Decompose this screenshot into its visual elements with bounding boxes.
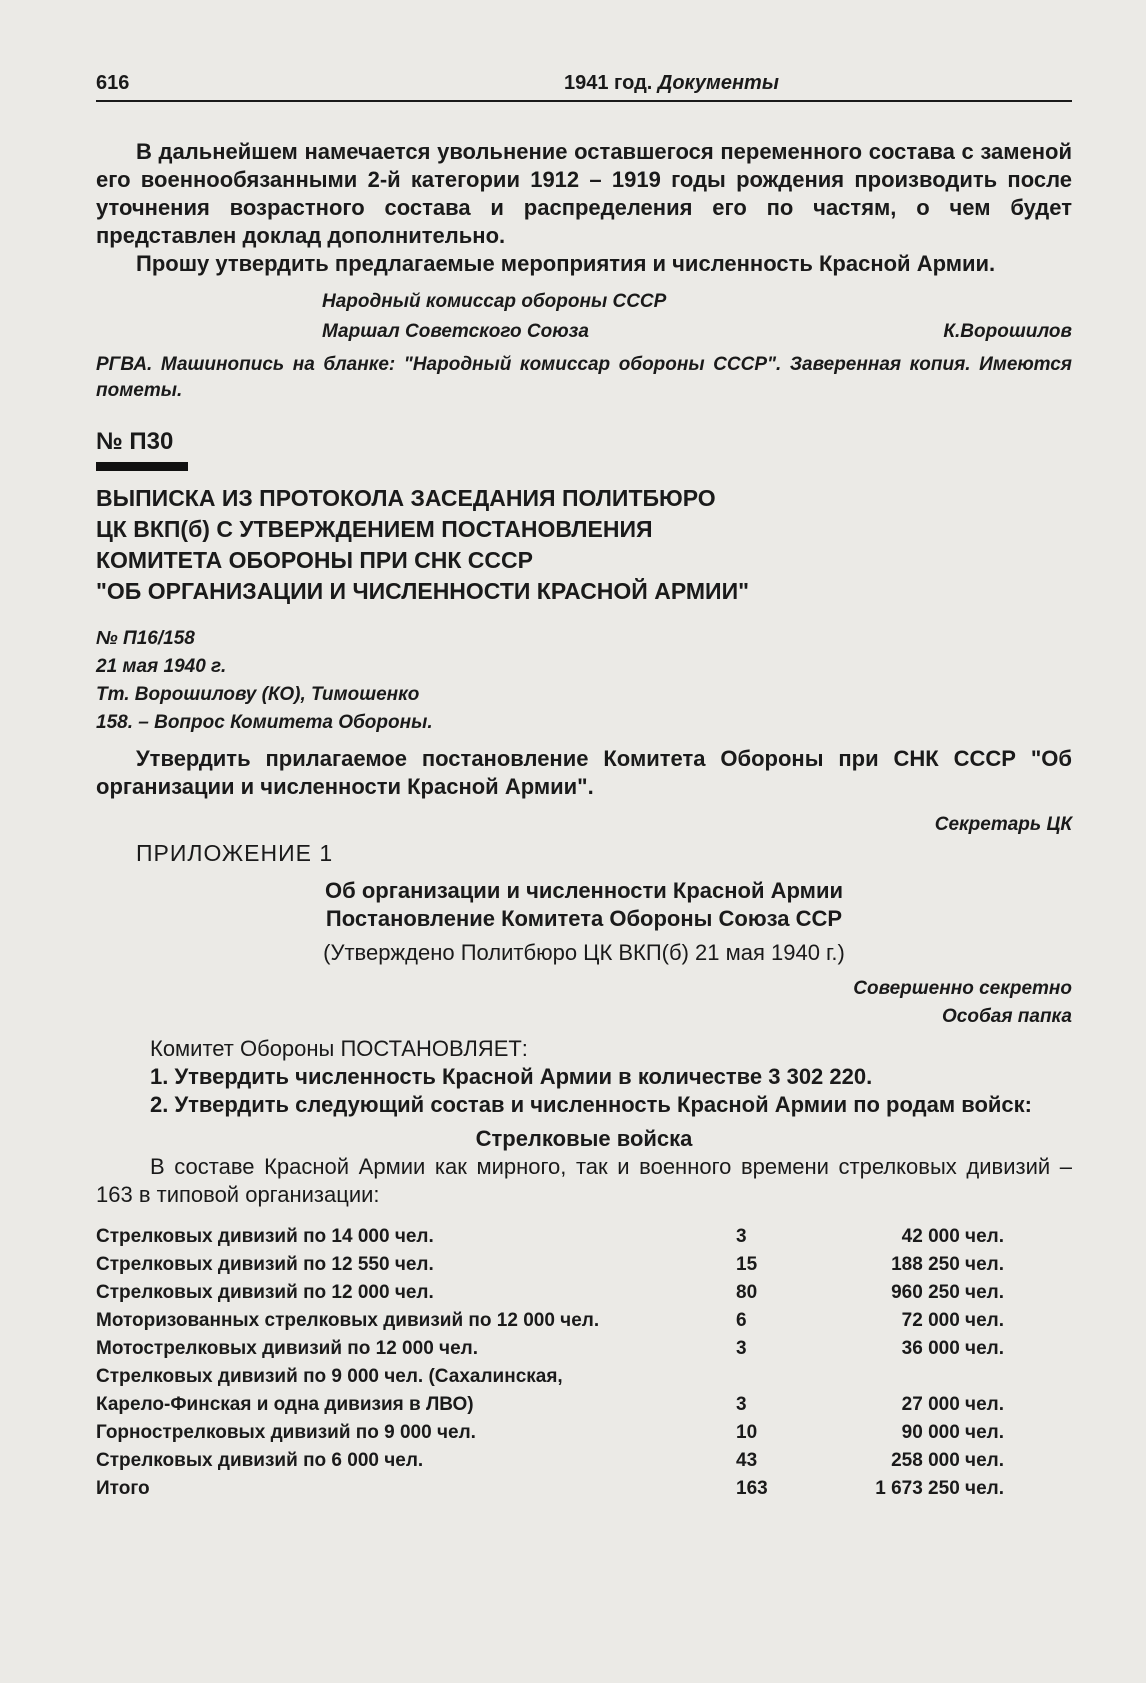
row-total: 36 000 чел. xyxy=(901,1338,1004,1359)
table-row xyxy=(96,1447,1004,1475)
document-title-line-2: ЦК ВКП(б) С УТВЕРЖДЕНИЕМ ПОСТАНОВЛЕНИЯ xyxy=(96,516,653,542)
signature-block xyxy=(96,288,1072,348)
row-label: Стрелковых дивизий по 14 000 чел. xyxy=(96,1226,434,1247)
row-label: Стрелковых дивизий по 12 000 чел. xyxy=(96,1282,434,1303)
signature-line-1: Народный комиссар обороны СССР xyxy=(322,291,667,312)
table-row xyxy=(96,1279,1004,1307)
row-count xyxy=(716,1363,832,1391)
appendix-heading-1: Об организации и численности Красной Армии xyxy=(325,878,843,903)
table-row xyxy=(96,1307,1004,1335)
row-total: 42 000 чел. xyxy=(901,1226,1004,1247)
row-label: Мотострелковых дивизий по 12 000 чел. xyxy=(96,1338,478,1359)
book-year: 1941 год. xyxy=(564,72,653,94)
row-count: 43 xyxy=(736,1450,758,1471)
row-total: 90 000 чел. xyxy=(901,1422,1004,1443)
approval-note: (Утверждено Политбюро ЦК ВКП(б) 21 мая 1940 г.) xyxy=(323,940,845,965)
section-title: Стрелковые войска xyxy=(475,1126,693,1151)
book-title xyxy=(564,72,779,95)
row-label: Моторизованных стрелковых дивизий по 12 000 чел. xyxy=(96,1310,600,1331)
decision-text: Утвердить прилагаемое постановление Комитета Обороны при СНК СССР "Об организации и численности Красной Армии". xyxy=(96,746,1072,799)
table-row xyxy=(96,1251,1004,1279)
document-title-line-3: КОМИТЕТА ОБОРОНЫ ПРИ СНК СССР xyxy=(96,547,533,573)
folder-stamp: Особая папка xyxy=(942,1006,1072,1027)
protocol-addressees: Тт. Ворошилову (КО), Тимошенко xyxy=(96,684,420,705)
signature-line-2: Маршал Советского Союза xyxy=(322,321,589,342)
table-row xyxy=(96,1223,1004,1251)
document-title-line-4: "ОБ ОРГАНИЗАЦИИ И ЧИСЛЕННОСТИ КРАСНОЙ АРМИИ" xyxy=(96,578,750,604)
signature-name: К.Ворошилов xyxy=(943,321,1072,342)
row-count: 80 xyxy=(736,1282,758,1303)
table-row xyxy=(96,1363,1004,1391)
row-count: 6 xyxy=(736,1310,747,1331)
row-total: 960 250 чел. xyxy=(891,1282,1004,1303)
row-count: 3 xyxy=(736,1226,747,1247)
classification-stamp: Совершенно секретно xyxy=(853,978,1072,999)
row-label: Карело-Финская и одна дивизия в ЛВО) xyxy=(96,1394,474,1415)
point-1: 1. Утвердить численность Красной Армии в количестве 3 302 220. xyxy=(150,1064,873,1089)
protocol-date: 21 мая 1940 г. xyxy=(96,656,227,677)
section-intro: В составе Красной Армии как мирного, так и военного времени стрелковых дивизий – 163 в типовой организации: xyxy=(96,1154,1072,1207)
row-total: 72 000 чел. xyxy=(901,1310,1004,1331)
row-total: 27 000 чел. xyxy=(901,1394,1004,1415)
row-label: Стрелковых дивизий по 6 000 чел. xyxy=(96,1450,424,1471)
document-title-line-1: ВЫПИСКА ИЗ ПРОТОКОЛА ЗАСЕДАНИЯ ПОЛИТБЮРО xyxy=(96,485,716,511)
row-label: Итого xyxy=(96,1478,150,1499)
appendix-heading-2: Постановление Комитета Обороны Союза ССР xyxy=(325,906,843,931)
table-row xyxy=(96,1391,1004,1419)
book-subtitle: Документы xyxy=(657,72,779,94)
row-total: 258 000 чел. xyxy=(891,1450,1004,1471)
intro-paragraph-2: Прошу утвердить предлагаемые мероприятия и численность Красной Армии. xyxy=(136,251,996,276)
page-content xyxy=(96,138,1072,1503)
archive-note: РГВА. Машинопись на бланке: "Народный комиссар обороны СССР". Заверенная копия. Имеются пометы. xyxy=(96,354,1072,401)
appendix-label: ПРИЛОЖЕНИЕ 1 xyxy=(136,840,334,866)
page-number: 616 xyxy=(96,72,130,94)
row-total xyxy=(832,1363,1004,1391)
title-rule xyxy=(96,462,188,471)
secretary-signature: Секретарь ЦК xyxy=(934,814,1072,835)
row-count: 15 xyxy=(736,1254,758,1275)
running-header xyxy=(96,66,1072,102)
document-number: № П30 xyxy=(96,428,174,455)
row-count: 10 xyxy=(736,1422,758,1443)
table-row xyxy=(96,1335,1004,1363)
resolves-line: Комитет Обороны ПОСТАНОВЛЯЕТ: xyxy=(150,1036,528,1061)
row-count: 163 xyxy=(736,1478,768,1499)
row-label: Горнострелковых дивизий по 9 000 чел. xyxy=(96,1422,476,1443)
row-count: 3 xyxy=(736,1394,747,1415)
protocol-item: 158. – Вопрос Комитета Обороны. xyxy=(96,712,433,733)
row-count: 3 xyxy=(736,1338,747,1359)
row-total: 188 250 чел. xyxy=(891,1254,1004,1275)
row-label: Стрелковых дивизий по 12 550 чел. xyxy=(96,1254,434,1275)
table-row xyxy=(96,1419,1004,1447)
divisions-table xyxy=(96,1223,1004,1503)
row-label: Стрелковых дивизий по 9 000 чел. (Сахалинская, xyxy=(96,1366,563,1387)
point-2: 2. Утвердить следующий состав и численность Красной Армии по родам войск: xyxy=(150,1092,1032,1117)
protocol-number: № П16/158 xyxy=(96,628,195,649)
table-row xyxy=(96,1475,1004,1503)
intro-paragraph-1: В дальнейшем намечается увольнение оставшегося переменного состава с заменой его военнообязанными 2-й категории 1912 – 1919 годы рождения производить после уточнения возрастного состава и распределения его по частям, о чем будет представлен доклад дополнительно. xyxy=(96,139,1072,248)
protocol-meta xyxy=(96,625,1072,737)
row-total: 1 673 250 чел. xyxy=(875,1478,1004,1499)
